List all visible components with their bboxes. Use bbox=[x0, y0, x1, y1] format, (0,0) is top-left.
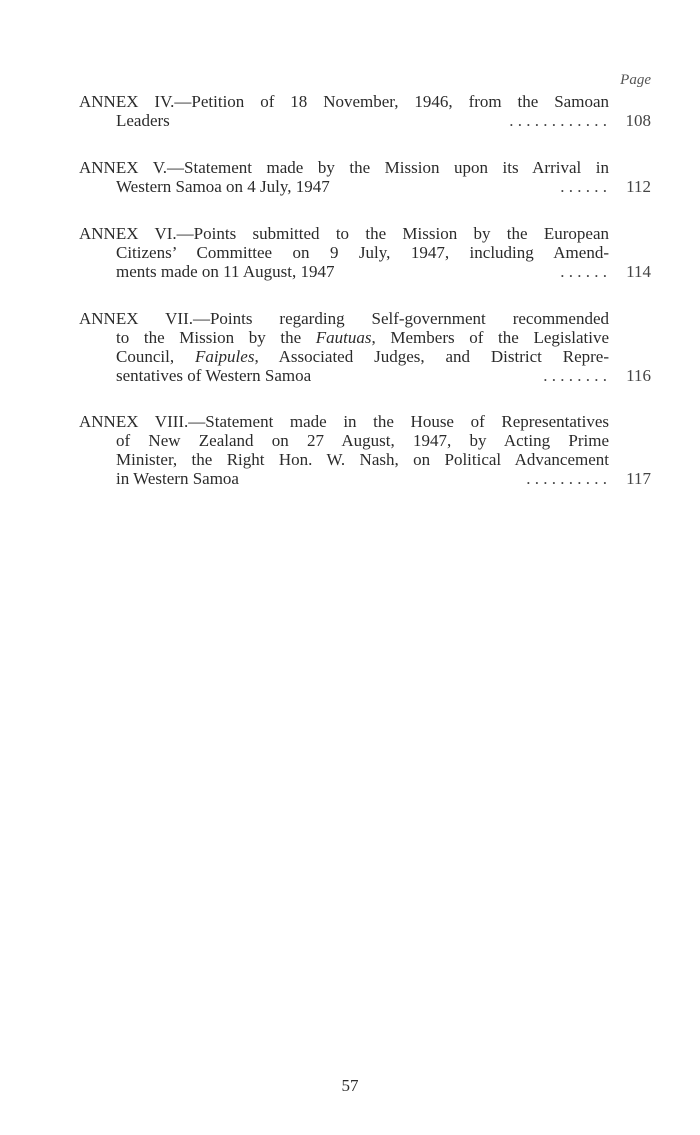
page-number: 116 bbox=[626, 366, 651, 385]
italic-term: Fautuas bbox=[315, 328, 372, 347]
page-number: 117 bbox=[626, 469, 651, 488]
dot-leader: . . . . . . bbox=[560, 177, 607, 196]
dot-leader: . . . . . . bbox=[560, 262, 607, 281]
toc-entry-annex-vi[interactable] bbox=[79, 224, 651, 281]
page-column-label: Page bbox=[620, 72, 651, 88]
italic-term: Faipules bbox=[194, 347, 255, 366]
toc-entry-annex-vii[interactable] bbox=[79, 309, 651, 385]
entry-title-line: ANNEX IV.—Petition of 18 November, 1946, from the Samoan bbox=[79, 92, 609, 111]
page-number: 108 bbox=[625, 111, 651, 130]
page-number: 112 bbox=[626, 177, 651, 196]
entry-title-line: Citizens’ Committee on 9 July, 1947, including Amend- bbox=[116, 243, 609, 262]
entry-title-line: Council, Faipules, Associated Judges, and District Repre- bbox=[116, 347, 609, 366]
entry-title-last-line: Western Samoa on 4 July, 1947 bbox=[116, 177, 330, 196]
entry-title-last-line: ments made on 11 August, 1947 bbox=[116, 262, 335, 281]
dot-leader: . . . . . . . . bbox=[543, 366, 607, 385]
folio-page-number: 57 bbox=[341, 1076, 359, 1095]
page-number: 114 bbox=[626, 262, 651, 281]
dot-leader: . . . . . . . . . . . . bbox=[509, 111, 607, 130]
dot-leader: . . . . . . . . . . bbox=[526, 469, 607, 488]
entry-title-line: ANNEX VII.—Points regarding Self-government recommended bbox=[79, 309, 609, 328]
entry-title-line: ANNEX VI.—Points submitted to the Mission by the European bbox=[79, 224, 609, 243]
entry-title-last-line: Leaders bbox=[116, 111, 170, 130]
toc-entry-annex-v[interactable] bbox=[79, 158, 651, 196]
entry-title-line: ANNEX V.—Statement made by the Mission upon its Arrival in bbox=[79, 158, 609, 177]
entry-title-line: Minister, the Right Hon. W. Nash, on Political Advancement bbox=[116, 450, 609, 469]
entry-title-last-line: in Western Samoa bbox=[116, 469, 239, 488]
entry-title-last-line: sentatives of Western Samoa bbox=[116, 366, 312, 385]
toc-entry-annex-iv[interactable] bbox=[79, 92, 651, 130]
entry-title-line: to the Mission by the Fautuas, Members of the Legislative bbox=[116, 328, 609, 347]
entry-title-line: of New Zealand on 27 August, 1947, by Acting Prime bbox=[116, 431, 609, 450]
toc-entry-annex-viii[interactable] bbox=[79, 412, 651, 488]
entry-title-line: ANNEX VIII.—Statement made in the House of Representatives bbox=[79, 412, 609, 431]
